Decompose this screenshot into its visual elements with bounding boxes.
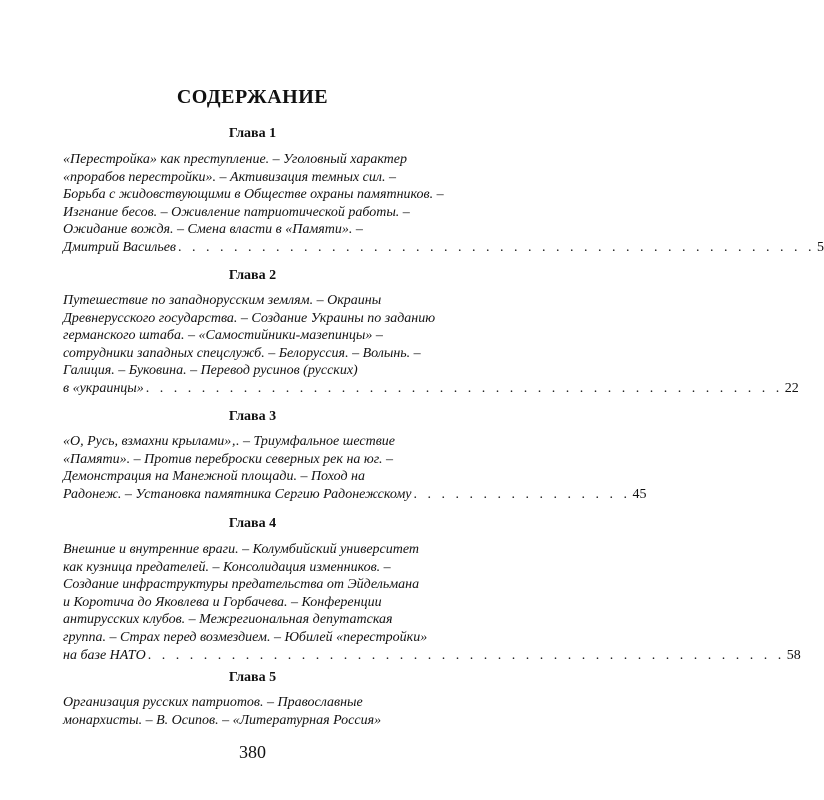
chapter-heading: Глава 1: [228, 126, 277, 141]
summary-line: Галиция. – Буковина. – Перевод русинов (русских): [63, 363, 358, 379]
page-title: СОДЕРЖАНИЕ: [176, 86, 329, 108]
chapter-summary: [63, 694, 463, 729]
summary-last-line: [63, 486, 647, 504]
summary-line: монархисты. – В. Осипов. – «Литературная Россия»: [63, 712, 382, 728]
chapter-heading: Глава 4: [228, 516, 277, 531]
chapter-4: [0, 516, 801, 663]
summary-line-text: Дмитрий Васильев: [63, 239, 176, 255]
chapter-summary: [63, 151, 824, 257]
leader-dots: . . . . . . . . . . . . . . . . . . . . . . . . . . . . . . . . . . . . . . . . . . . . . .: [147, 647, 785, 663]
summary-last-line: [63, 380, 799, 398]
chapter-3: [0, 409, 647, 502]
summary-last-line: [63, 239, 824, 257]
summary-line-text: Радонеж. – Установка памятника Сергию Радонежскому: [63, 486, 412, 502]
summary-line: «О, Русь, взмахни крылами»‚. – Триумфальное шествие: [63, 434, 395, 449]
page-number: 380: [239, 742, 266, 762]
summary-line: Борьба с жидовствующими в Обществе охраны памятников. –: [63, 187, 444, 203]
summary-line: Создание инфраструктуры предательства от Эйдельмана: [63, 577, 420, 593]
summary-line: Ожидание вождя. – Смена власти в «Памяти». –: [63, 222, 363, 238]
leader-dots: . . . . . . . . . . . . . . . . . . . . . . . . . . . . . . . . . . . . . . . . . . . . . .: [145, 380, 783, 396]
chapter-summary: [63, 292, 799, 398]
summary-line: группа. – Страх перед возмездием. – Юбилей «перестройки»: [63, 629, 428, 645]
summary-line: как кузница предателей. – Консолидация изменников. –: [63, 559, 391, 575]
summary-line-text: на базе НАТО: [63, 647, 146, 663]
page-ref: 58: [786, 647, 801, 663]
summary-line: Изгнание бесов. – Оживление патриотической работы. –: [63, 204, 410, 220]
summary-line: Внешние и внутренние враги. – Колумбийский университет: [63, 542, 419, 557]
summary-line: «прорабов перестройки». – Активизация темных сил. –: [63, 169, 396, 185]
chapter-1: [0, 126, 824, 255]
chapter-2: [0, 268, 799, 396]
summary-line: Древнерусского государства. – Создание Украины по заданию: [63, 310, 436, 326]
summary-line: германского штаба. – «Самостийники-мазепинцы» –: [63, 328, 383, 344]
summary-line: «Памяти». – Против переброски северных рек на юг. –: [63, 451, 394, 467]
leader-dots: . . . . . . . . . . . . . . . . . . . . . . . . . . . . . . . . . . . . . . . . . . . . . .: [177, 239, 815, 255]
leader-dots: . . . . . . . . . . . . . . . .: [413, 486, 631, 502]
summary-line: сотрудники западных спецслужб. – Белоруссия. – Волынь. –: [63, 345, 421, 361]
summary-line-text: в «украинцы»: [63, 380, 144, 396]
chapter-heading: Глава 2: [228, 268, 277, 283]
summary-line: Демонстрация на Манежной площади. – Поход на: [63, 469, 365, 485]
summary-line: и Коротича до Яковлева и Горбачева. – Конференции: [63, 594, 382, 610]
summary-line: Организация русских патриотов. – Православные: [63, 695, 363, 710]
summary-line: Путешествие по западнорусским землям. – Окраины: [63, 293, 382, 308]
summary-last-line: [63, 647, 801, 665]
chapter-summary: [63, 433, 647, 503]
summary-line: «Перестройка» как преступление. – Уголовный характер: [63, 152, 408, 167]
chapter-summary: [63, 541, 801, 664]
chapter-heading: Глава 5: [228, 670, 277, 685]
page-ref: 5: [816, 239, 824, 255]
page-ref: 22: [784, 380, 799, 396]
chapter-heading: Глава 3: [228, 409, 277, 424]
chapter-5: [0, 670, 505, 728]
summary-line: антирусских клубов. – Межрегиональная депутатская: [63, 612, 393, 628]
page-ref: 45: [632, 486, 647, 502]
